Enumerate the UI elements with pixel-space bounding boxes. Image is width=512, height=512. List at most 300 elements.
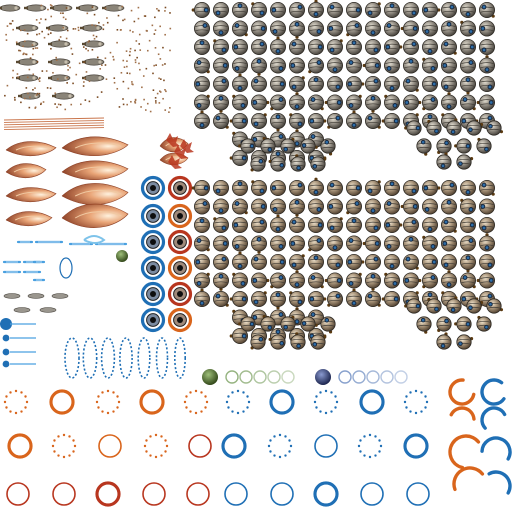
sphere-mine-icon [454,317,471,331]
sphere-mine-icon [441,236,456,251]
spark-icon [45,19,47,21]
sphere-mine-icon [403,76,418,91]
spark-icon [79,63,81,65]
spark-icon [155,47,157,49]
sphere-mine-icon [327,180,342,195]
ring-icon [143,310,164,331]
energy-orb-icon [3,349,36,356]
spark-icon [117,29,119,31]
spark-icon [58,39,60,41]
spark-icon [130,101,132,103]
sphere-mine-icon [308,273,323,288]
sphere-mine-icon [251,199,266,214]
ring-icon [170,284,191,305]
sphere-mine-icon [477,95,495,110]
sphere-mine-icon [230,113,248,128]
spark-icon [149,40,151,42]
sphere-mine-icon [460,273,475,288]
energy-orb-icon [0,318,36,330]
sphere-mine-icon [289,58,304,73]
spark-icon [30,57,32,59]
spark-icon [48,34,50,36]
drone-ship-frames [0,5,124,99]
orb-icon [315,369,331,385]
spark-icon [163,80,165,82]
ring-icon [170,178,191,199]
spark-icon [67,65,69,67]
spark-icon [114,82,116,84]
ring-icon [143,284,164,305]
sphere-mine-icon [232,199,247,214]
sphere-mine-icon [270,113,285,131]
spark-icon [131,81,133,83]
fireball-icon [62,183,128,204]
sphere-mine-icon [403,58,418,73]
spark-icon [37,93,39,95]
spark-icon [20,50,22,52]
fireball-icon [6,164,46,178]
sphere-mine-icon [194,76,209,91]
sphere-mine-icon [213,2,228,17]
explosion-ring-icon [268,434,292,458]
sphere-mine-icon [194,289,209,307]
spark-icon [103,28,105,30]
explosion-ring-icon [482,408,505,428]
explosion-ring-icon [482,438,510,459]
sphere-mine-icon [479,39,494,54]
sphere-mine-icon [270,58,285,73]
spark-icon [136,57,138,59]
sphere-mine-icon [325,95,343,110]
sphere-mine-icon [384,217,402,232]
sphere-mine-icon [270,37,285,55]
spark-icon [136,40,138,42]
spark-icon [146,68,148,70]
spark-icon [40,18,42,20]
sphere-mine-icon [194,217,209,232]
sphere-mine-icon [365,21,380,36]
spark-icon [129,73,131,75]
spark-icon [103,24,105,26]
spark-icon [106,17,108,19]
explosion-ring-icon [53,483,75,505]
spark-icon [139,49,141,51]
sphere-mine-icon [230,291,248,306]
sphere-mine-icon [232,74,247,92]
sphere-mine-icon [327,236,342,251]
sphere-mine-icon [213,236,228,251]
spark-icon [126,50,128,52]
sphere-mine-icon [422,273,437,288]
ring-icon [83,338,96,378]
sphere-mine-icon [251,254,266,269]
spark-icon [84,78,86,80]
sphere-mine-icon [194,273,209,288]
spark-icon [129,51,131,53]
spark-icon [37,47,39,49]
sphere-mine-icon [346,76,364,91]
sphere-mine-icon [422,76,437,91]
spark-icon [145,109,147,111]
sphere-mine-icon [384,76,399,91]
sphere-mine-icon [270,76,285,91]
sphere-mine-icon [479,55,494,73]
sphere-mine-icon [460,180,475,195]
sphere-mine-icon [441,199,456,214]
explosion-ring-icon [358,434,382,458]
explosion-ring-icon [407,483,429,505]
sphere-mine-icon [365,199,380,214]
drone-ship-icon [16,25,38,31]
sphere-mine-icon [460,58,475,73]
spark-icon [147,103,149,105]
sphere-mine-icon [365,180,380,195]
spark-icon [158,10,160,12]
spark-icon [162,64,164,66]
spark-icon [126,72,128,74]
spark-icon [70,104,72,106]
sphere-mine-icon [346,217,361,232]
spark-icon [73,28,75,30]
drone-ship-icon [48,59,70,65]
fireball-icon [4,123,104,125]
spark-icon [34,107,36,109]
sphere-mine-icon [479,76,494,91]
sphere-mine-icon [232,95,247,110]
spark-icon [121,72,123,74]
sphere-mine-icon [382,113,400,128]
orb-icon [367,371,379,383]
spark-icon [138,43,140,45]
explosion-ring-icon [454,468,482,489]
explosion-ring-icon [226,390,250,414]
orb-icon [116,250,128,262]
sphere-mine-icon [213,58,228,73]
sphere-mine-icon [403,95,421,110]
sphere-mine-icon [422,254,437,269]
spark-icon [39,33,41,35]
spark-icon [34,87,36,89]
sphere-mine-icon [308,199,323,214]
sphere-mine-icon [479,2,494,17]
sphere-mine-icon [346,199,361,214]
spark-icon [123,104,125,106]
spark-icon [62,27,64,29]
spark-icon [101,64,103,66]
sphere-mine-icon [365,2,380,17]
sphere-mine-icon [422,236,437,251]
sphere-mine-icon [346,236,361,251]
sphere-mine-icon [194,111,209,129]
sphere-mine-icon [327,39,342,54]
explosion-ring-icon [9,435,31,457]
spark-icon [50,87,52,89]
explosion-ring-icon [314,390,338,414]
spark-icon [54,92,56,94]
spark-icon [50,48,52,50]
spark-icon [169,12,171,14]
spark-icon [153,89,155,91]
spark-icon [116,88,118,90]
sphere-mine-icon [384,95,399,110]
sphere-mine-icon [346,111,361,129]
spark-icon [27,76,29,78]
sphere-mine-icon [460,95,475,110]
spark-icon [62,12,64,14]
explosion-ring-icon [7,483,29,505]
sphere-mine-icon [327,199,342,214]
spark-icon [155,100,157,102]
spark-icon [41,5,43,7]
sphere-mine-icon [308,178,323,196]
sphere-mine-icon [422,95,437,110]
spark-icon [135,62,137,64]
sphere-mine-icon [251,335,266,350]
ring-icon [138,338,150,378]
spark-icon [20,102,22,104]
spark-icon [83,46,85,48]
sphere-mine-icon [321,317,335,334]
spark-icon [12,20,14,22]
sphere-mine-icon [194,39,209,54]
spark-icon [32,48,34,50]
spark-icon [156,8,158,10]
spark-icon [17,73,19,75]
ring-icon [120,338,132,378]
sphere-mine-icon [327,58,342,73]
spark-icon [54,103,56,105]
sphere-mine-icon [441,76,456,91]
spark-icon [131,83,133,85]
spark-icon [57,78,59,80]
sphere-mine-icon [194,199,209,214]
sphere-mine-icon [194,254,209,269]
spark-icon [135,59,137,61]
spark-icon [160,78,162,80]
fireball-icon [62,137,128,156]
sphere-mine-icon [194,95,209,110]
sphere-mine-icon [441,58,456,73]
spark-icon [40,103,42,105]
spark-icon [165,91,167,93]
sphere-mine-icon [251,58,266,76]
ring-icon [143,258,164,279]
fireball-icon [4,118,104,120]
spark-icon [159,102,161,104]
orb-icon [226,371,238,383]
spark-icon [131,10,133,12]
sphere-mine-icon [232,180,247,195]
sphere-mine-icon [327,113,342,128]
sphere-mine-icon [251,236,266,254]
sphere-mine-icon [270,180,285,195]
spark-icon [154,17,156,19]
sphere-mine-icon [270,291,285,309]
spark-icon [105,64,107,66]
sphere-mine-icon [422,58,437,73]
spark-icon [153,65,155,67]
spark-icon [25,53,27,55]
spark-icon [155,29,157,31]
spark-icon [98,22,100,24]
explosion-ring-icon [144,434,168,458]
sphere-mine-icon [460,236,475,251]
spark-icon [128,88,130,90]
explosion-ring-icon [189,435,211,457]
sphere-mine-icon [460,76,475,94]
spark-icon [160,58,162,60]
spark-icon [75,74,77,76]
spark-icon [87,50,89,52]
sphere-mine-icon [427,120,441,135]
fireball-icon [4,128,104,130]
spark-icon [152,73,154,75]
spark-icon [129,55,131,57]
spark-icon [159,90,161,92]
sphere-mine-icon [346,21,361,36]
spark-icon [7,85,9,87]
sphere-mine-icon [401,199,419,214]
spark-icon [139,34,141,36]
spark-icon [44,37,46,39]
spark-icon [126,60,128,62]
ring-icon [60,258,72,278]
sphere-mine-icon [232,39,247,54]
sphere-mine-icon [308,21,323,36]
spark-icon [118,15,120,17]
spark-icon [51,5,53,7]
ring-icon [175,338,185,378]
sphere-mine-icon [308,113,326,128]
spark-icon [107,22,109,24]
spark-icon [69,67,71,69]
sphere-mine-icon [382,291,400,306]
spark-icon [101,91,103,93]
orb-icon [353,371,365,383]
sphere-mine-icon [487,121,503,135]
spark-icon [122,20,124,22]
spark-icon [29,107,31,109]
sphere-mine-icon [289,2,304,17]
sphere-mine-icon [384,58,399,73]
sphere-mine-icon [384,39,402,54]
sphere-mine-icon [441,39,456,54]
explosion-ring-icon [143,483,165,505]
sphere-mine-icon [327,254,342,269]
sphere-mine-icon [327,21,342,36]
spark-icon [43,101,45,103]
explosion-ring-icon [315,435,337,457]
spark-icon [36,19,38,21]
missile-icon [28,294,44,299]
spark-icon [83,61,85,63]
ring-icon [143,232,164,253]
spark-icon [18,50,20,52]
sphere-mine-icon [441,254,456,269]
sphere-mine-icon [365,39,380,54]
sphere-mine-icon [251,2,266,17]
spark-icon [12,77,14,79]
spark-icon [126,66,128,68]
sphere-mine-icon [289,217,304,232]
sphere-mine-icon [479,233,494,251]
sphere-mine-icon [308,95,323,110]
spark-icon [24,98,26,100]
sphere-mine-icon [311,335,327,349]
sphere-mine-icon [232,21,247,36]
spark-icon [116,42,118,44]
sphere-mine-icon [479,199,494,214]
spark-icon [113,59,115,61]
spark-icon [147,50,149,52]
spark-icon [56,59,58,61]
spark-icon [36,34,38,36]
sphere-mine-icon [289,21,304,39]
sphere-mine-icon [213,273,228,291]
spark-icon [26,87,28,89]
sphere-mine-icon [437,139,451,154]
spark-icon [12,70,14,72]
spark-icon [164,109,166,111]
sphere-mine-icon [251,76,266,91]
spark-icon [138,7,140,9]
spark-icon [135,102,137,104]
sphere-mine-icon [365,254,380,269]
sphere-mine-icon [403,180,418,195]
spark-icon [66,7,68,9]
sphere-mine-icon [346,180,361,195]
sphere-mine-icon [454,139,471,153]
ring-icon [143,206,164,227]
sphere-mine-icon [384,254,399,269]
sphere-mine-icon [270,273,285,288]
spark-icon [93,35,95,37]
missile-icon [40,308,56,313]
spark-icon [105,57,107,59]
sphere-mine-icon [270,2,285,17]
spark-icon [124,19,126,21]
sphere-mine-icon [289,92,304,110]
spark-icon [75,28,77,30]
orb-icon [395,371,407,383]
sphere-mine-icon [270,254,285,269]
sphere-mine-icon [308,58,323,73]
spark-icon [170,28,172,30]
spark-icon [85,48,87,50]
spark-icon [72,53,74,55]
orb-icon [268,371,280,383]
sphere-mine-icon [422,199,437,214]
sphere-mine-icon [289,236,304,251]
sphere-mine-icon [346,289,361,307]
explosion-ring-icon [361,391,383,413]
spark-icon [146,30,148,32]
spark-icon [80,103,82,105]
spark-icon [134,21,136,23]
spark-icon [130,48,132,50]
sphere-mine-icon [403,273,421,288]
sphere-mine-icon [346,58,361,73]
spark-icon [78,29,80,31]
spark-icon [126,104,128,106]
sphere-mine-icon [308,39,323,54]
spark-icon [164,89,166,91]
spark-icon [155,64,157,66]
explosion-ring-icon [99,435,121,457]
spark-icon [23,53,25,55]
missile-icon [14,308,30,313]
spark-icon [60,12,62,14]
